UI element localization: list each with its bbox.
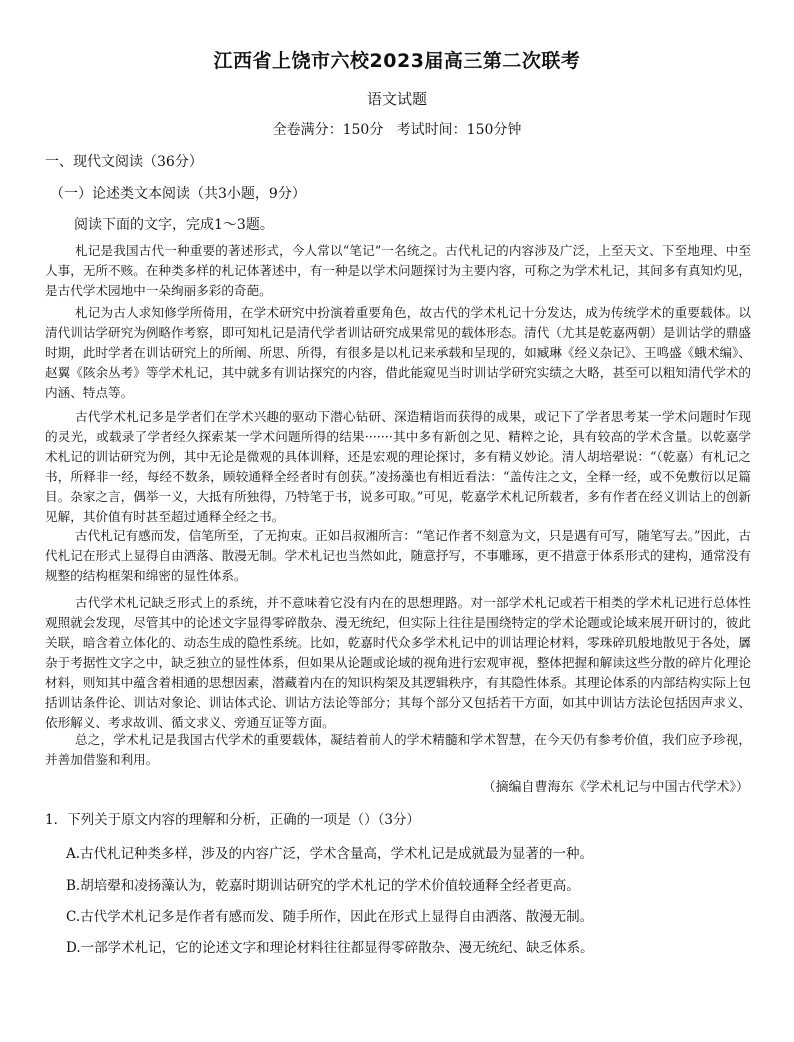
option-c: C.古代学术札记多是作者有感而发、随手所作，因此在形式上显得自由洒落、散漫无制。 <box>66 909 594 925</box>
section-heading: 一、现代文阅读（36分） <box>45 154 203 170</box>
exam-meta: 全卷满分：150分 考试时间：150分钟 <box>272 122 522 138</box>
section-subheading: （一）论述类文本阅读（共3小题，9分） <box>50 186 306 202</box>
option-d: D.一部学术札记，它的论述文字和理论材料往往都显得零碎散杂、漫无统纪、缺乏体系。 <box>66 940 594 956</box>
passage-paragraph: 古代学术札记多是学者们在学术兴趣的驱动下潜心钻研、深造精诣而获得的成果，或记下了学者思考某一学术问题时乍现的灵光，或载录了学者经久探索某一学术问题所得的结果·······其中多有新创之见、精粹之论，具有较高的学术含量。以乾嘉学术札记的训诂研究为例，其中无论是微观的具体训释，还是宏观的理论探讨，多有精义妙论。清人胡培翚说：“（乾嘉）有札记之书，所释非一经，每经不数条，顾较通释全经者时有创获。”凌扬藻也有相近看法：“盖传注之文，全释一经，或不免敷衍以足篇目。杂家之言，偶举一义，大抵有所独得，乃特笔于书，说多可取。”可见，乾嘉学术札记所载者，多有作者在经义训诂上的创新见解，其价值有时甚至超过通释全经之书。 <box>45 409 751 524</box>
passage-paragraph: 总之，学术札记是我国古代学术的重要载体，凝结着前人的学术精髓和学术智慧，在今天仍有参考价值，我们应予珍视，并善加借鉴和利用。 <box>45 732 751 767</box>
passage-source: （摘编自曹海东《学术札记与中国古代学术》） <box>482 780 749 795</box>
option-a: A.古代札记种类多样，涉及的内容广泛，学术含量高，学术札记是成就最为显著的一种。 <box>66 846 594 862</box>
passage-paragraph: 札记是我国古代一种重要的著述形式，今人常以“笔记”一名统之。古代札记的内容涉及广泛，上至天文、下至地理、中至人事，无所不赅。在种类多样的札记体著述中，有一种是以学术问题探讨为主要内容，可称之为学术札记，其间多有真知灼见，是古代学术园地中一朵绚丽多彩的奇葩。 <box>45 243 751 298</box>
passage-paragraph: 古代学术札记缺乏形式上的系统，并不意味着它没有内在的思想理路。对一部学术札记或若干相类的学术札记进行总体性观照就会发现，尽管其中的论述文字显得零碎散杂、漫无统纪，但实际上往往是围绕特定的学术论题或论域来展开研讨的，彼此关联，暗含着立体化的、动态生成的隐性系统。比如，乾嘉时代众多学术札记中的训诂理论材料，零珠碎玑般地散见于各处，羼杂于考据性文字之中，缺乏独立的显性体系，但如果从论题或论域的视角进行宏观审视，整体把握和解读这些分散的碎片化理论材料，则知其中蕴含着相通的思想因素，潜藏着内在的知识构架及其逻辑秩序，有其隐性体系。其理论体系的内部结构实际上包括训诂条件论、训诂对象论、训诂体式论、训诂方法论等部分；其每个部分又包括若干方面，如其中训诂方法论包括因声求义、依形解义、考求故训、循文求义、旁通互证等方面。 <box>45 595 751 730</box>
exam-title: 江西省上饶市六校2023届高三第二次联考 <box>213 50 581 72</box>
reading-instruction: 阅读下面的文字，完成1～3题。 <box>74 217 274 233</box>
exam-subject: 语文试题 <box>366 90 427 108</box>
question-stem: 1．下列关于原文内容的理解和分析，正确的一项是（）（3分） <box>45 812 420 828</box>
option-b: B.胡培翚和凌扬藻认为，乾嘉时期训诂研究的学术札记的学术价值较通释全经者更高。 <box>66 878 580 894</box>
passage-paragraph: 古代札记有感而发，信笔所至，了无拘束。正如吕叔湘所言：“笔记作者不刻意为文，只是遇有可写，随笔写去。”因此，古代札记在形式上显得自由洒落、散漫无制。学术札记也当然如此，随意抒写，不事雕琢，更不措意于体系形式的建构，通常没有规整的结构框架和绵密的显性体系。 <box>45 528 751 583</box>
passage-paragraph: 札记为古人求知修学所倚用，在学术研究中扮演着重要角色，故古代的学术札记十分发达，成为传统学术的重要载体。以清代训诂学研究为例略作考察，即可知札记是清代学者训诂研究成果常见的载体形态。清代（尤其是乾嘉两朝）是训诂学的鼎盛时期，此时学者在训诂研究上的所阐、所思、所得，有很多是以札记来承载和呈现的，如臧琳《经义杂记》、王鸣盛《蛾术编》、赵翼《陔余丛考》等学术札记，其中就多有训诂探究的内容，借此能窥见当时训诂学研究实绩之大略，甚至可以粗知清代学术的内涵、特点等。 <box>45 305 751 400</box>
